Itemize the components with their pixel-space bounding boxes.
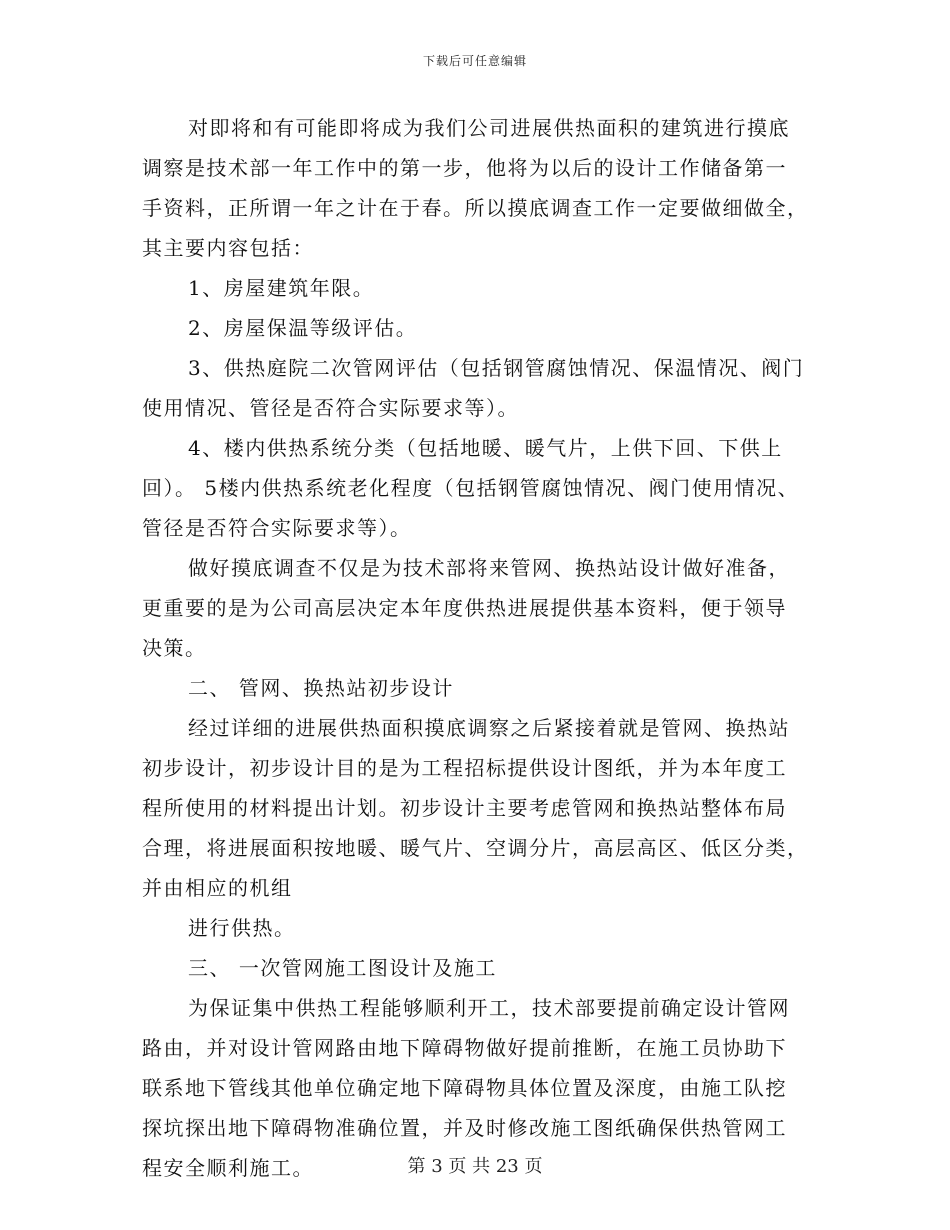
text-line: 更重要的是为公司高层决定本年度供热进展提供基本资料，便于领导 [142, 596, 787, 620]
text-line: 1、房屋建筑年限。 [188, 276, 375, 300]
page-footer: 第 3 页 共 23 页 [407, 1156, 543, 1177]
text-line: 路由，并对设计管网路由地下障碍物做好提前推断，在施工员协助下 [142, 1036, 787, 1060]
text-line: 为保证集中供热工程能够顺利开工，技术部要提前确定设计管网 [188, 996, 790, 1020]
text-line: 其主要内容包括： [142, 236, 314, 260]
text-line: 二、 管网、换热站初步设计 [188, 676, 454, 700]
text-line: 并由相应的机组 [142, 876, 293, 900]
text-line: 三、 一次管网施工图设计及施工 [188, 956, 497, 980]
text-line: 决策。 [142, 636, 207, 660]
document-body [142, 108, 808, 1188]
text-line: 探坑探出地下障碍物准确位置，并及时修改施工图纸确保供热管网工 [142, 1116, 787, 1140]
text-line: 程所使用的材料提出计划。初步设计主要考虑管网和换热站整体布局 [142, 796, 787, 820]
text-line: 做好摸底调查不仅是为技术部将来管网、换热站设计做好准备， [188, 556, 790, 580]
text-line: 程安全顺利施工。 [142, 1156, 314, 1180]
text-line: 3、供热庭院二次管网评估（包括钢管腐蚀情况、保温情况、阀门 [188, 356, 805, 380]
text-line: 进行供热。 [188, 916, 296, 940]
text-line: 管径是否符合实际要求等）。 [142, 516, 412, 540]
text-line: 手资料，正所谓一年之计在于春。所以摸底调查工作一定要做细做全， [142, 196, 809, 220]
text-line: 使用情况、管径是否符合实际要求等）。 [142, 396, 519, 420]
text-line: 回）。 5楼内供热系统老化程度（包括钢管腐蚀情况、阀门使用情况、 [142, 476, 800, 500]
text-line: 合理，将进展面积按地暖、暖气片、空调分片，高层高区、低区分类， [142, 836, 809, 860]
text-line: 4、楼内供热系统分类（包括地暖、暖气片，上供下回、下供上 [188, 436, 783, 460]
text-line: 经过详细的进展供热面积摸底调察之后紧接着就是管网、换热站 [188, 716, 790, 740]
page-header: 下载后可任意编辑 [422, 54, 527, 68]
text-line: 调察是技术部一年工作中的第一步，他将为以后的设计工作储备第一 [142, 156, 787, 180]
text-line: 2、房屋保温等级评估。 [188, 316, 418, 340]
text-line: 初步设计，初步设计目的是为工程招标提供设计图纸，并为本年度工 [142, 756, 787, 780]
text-line: 联系地下管线其他单位确定地下障碍物具体位置及深度，由施工队挖 [142, 1076, 787, 1100]
text-line: 对即将和有可能即将成为我们公司进展供热面积的建筑进行摸底 [188, 116, 790, 140]
